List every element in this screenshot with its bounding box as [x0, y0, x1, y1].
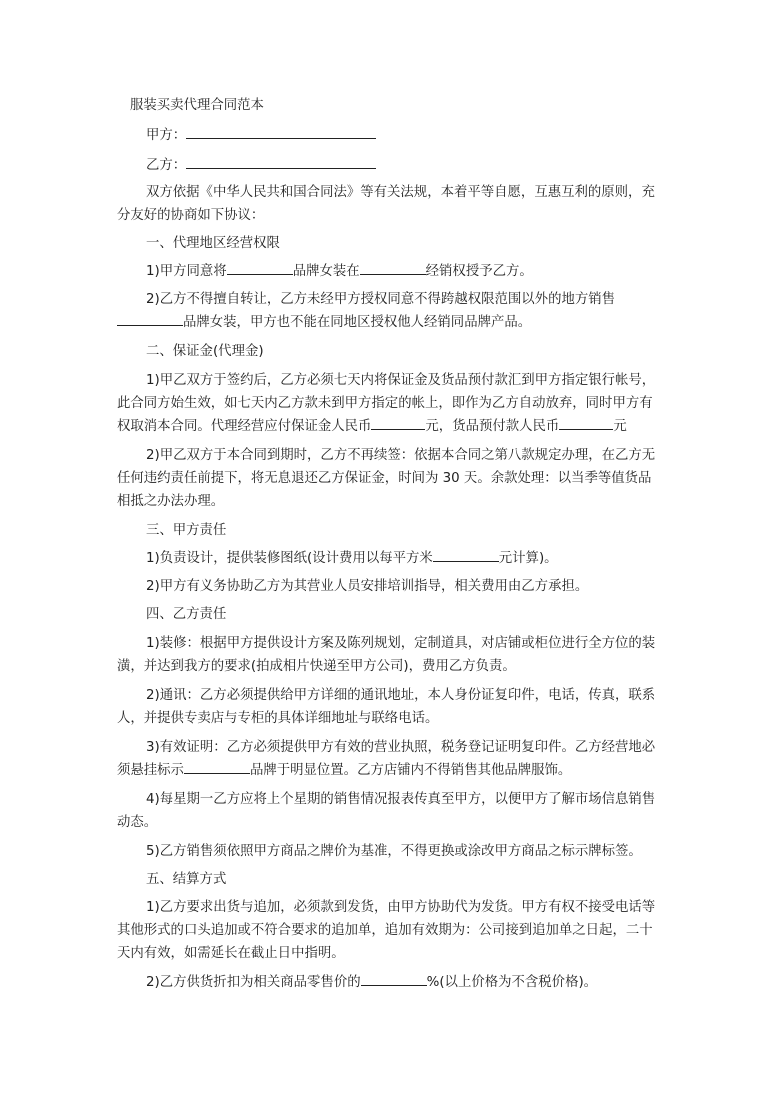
brand-blank-2	[117, 313, 183, 326]
section-4-heading: 四、乙方责任	[146, 607, 227, 622]
s4-p3-line-1: 3)有效证明：乙方必须提供甲方有效的营业执照，税务登记证明复印件。乙方经营地必	[146, 740, 656, 755]
s4-p4-line-2: 动态。	[117, 815, 158, 830]
intro-line-2: 分友好的协商如下协议：	[117, 208, 265, 223]
deposit-amount-blank	[371, 417, 425, 430]
s4-p3-line-2: 须悬挂标示 品牌于明显位置。乙方店铺内不得销售其他品牌服饰。	[117, 763, 572, 778]
s5-p1-line-2: 其他形式的口头追加或不符合要求的追加单，追加有效期为：公司接到追加单之日起，二十	[117, 923, 653, 938]
s1-p1: 1)甲方同意将 品牌女装在 经销权授予乙方。	[146, 264, 533, 279]
intro-line-1: 双方依据《中华人民共和国合同法》等有关法规，本着平等自愿，互惠互利的原则，充	[146, 185, 655, 200]
s5-p1-line-3: 天内有效，如需延长在截止日中指明。	[117, 946, 345, 961]
s2-p1-line-1: 1)甲乙双方于签约后，乙方必须七天内将保证金及货品预付款汇到甲方指定银行帐号，	[146, 373, 656, 388]
party-b-line	[146, 156, 376, 176]
region-blank	[360, 262, 426, 275]
section-5-heading: 五、结算方式	[146, 872, 227, 887]
s4-p2-line-1: 2)通讯：乙方必须提供给甲方详细的通讯地址，本人身份证复印件，电话，传真，联系	[146, 688, 656, 703]
discount-blank	[361, 973, 427, 986]
s2-p2-line-2: 任何违约责任前提下，将无息退还乙方保证金，时间为 30 天。余款处理：以当季等值货品	[117, 471, 652, 486]
prepayment-amount-blank	[559, 417, 613, 430]
s5-p1-line-1: 1)乙方要求出货与追加，必须款到发货，由甲方协助代为发货。甲方有权不接受电话等	[146, 900, 656, 915]
s2-p2-line-1: 2)甲乙双方于本合同到期时，乙方不再续签：依据本合同之第八款规定办理，在乙方无	[146, 448, 656, 463]
s1-p2-line-1: 2)乙方不得擅自转让，乙方未经甲方授权同意不得跨越权限范围以外的地方销售	[146, 292, 616, 307]
design-fee-blank	[433, 549, 499, 562]
s4-p1-line-1: 1)装修：根据甲方提供设计方案及陈列规划，定制道具，对店铺或柜位进行全方位的装	[146, 636, 656, 651]
party-b-label: 乙方：	[146, 158, 187, 173]
section-2-heading: 二、保证金(代理金)	[146, 344, 264, 359]
s3-p2: 2)甲方有义务协助乙方为其营业人员安排培训指导，相关费用由乙方承担。	[146, 579, 589, 594]
s5-p2: 2)乙方供货折扣为相关商品零售价的 %(以上价格为不含税价格)。	[146, 975, 598, 990]
section-3-heading: 三、甲方责任	[146, 523, 227, 538]
party-a-blank	[186, 126, 376, 139]
party-a-line	[146, 126, 376, 146]
party-a-label: 甲方：	[146, 128, 187, 143]
s4-p1-line-2: 潢，并达到我方的要求(拍成相片快递至甲方公司)，费用乙方负责。	[117, 659, 516, 674]
document-title: 服装买卖代理合同范本	[130, 98, 264, 113]
s1-p2-line-2: 品牌女装，甲方也不能在同地区授权他人经销同品牌产品。	[117, 313, 531, 333]
brand-blank	[227, 262, 293, 275]
s3-p1: 1)负责设计，提供装修图纸(设计费用以每平方米 元计算)。	[146, 551, 558, 566]
s4-p5: 5)乙方销售须依照甲方商品之牌价为基准，不得更换或涂改甲方商品之标示牌标签。	[146, 844, 642, 859]
s2-p1-line-3: 权取消本合同。代理经营应付保证金人民币 元，货品预付款人民币 元	[117, 419, 627, 434]
section-1-heading: 一、代理地区经营权限	[146, 236, 280, 251]
party-b-blank	[186, 156, 376, 169]
s2-p1-line-2: 此合同方始生效，如七天内乙方款未到甲方指定的帐上，即作为乙方自动放弃，同时甲方有	[117, 396, 653, 411]
sign-brand-blank	[184, 761, 250, 774]
s4-p4-line-1: 4)每星期一乙方应将上个星期的销售情况报表传真至甲方，以便甲方了解市场信息销售	[146, 792, 656, 807]
s4-p2-line-2: 人，并提供专卖店与专柜的具体详细地址与联络电话。	[117, 711, 439, 726]
s2-p2-line-3: 相抵之办法办理。	[117, 494, 225, 509]
